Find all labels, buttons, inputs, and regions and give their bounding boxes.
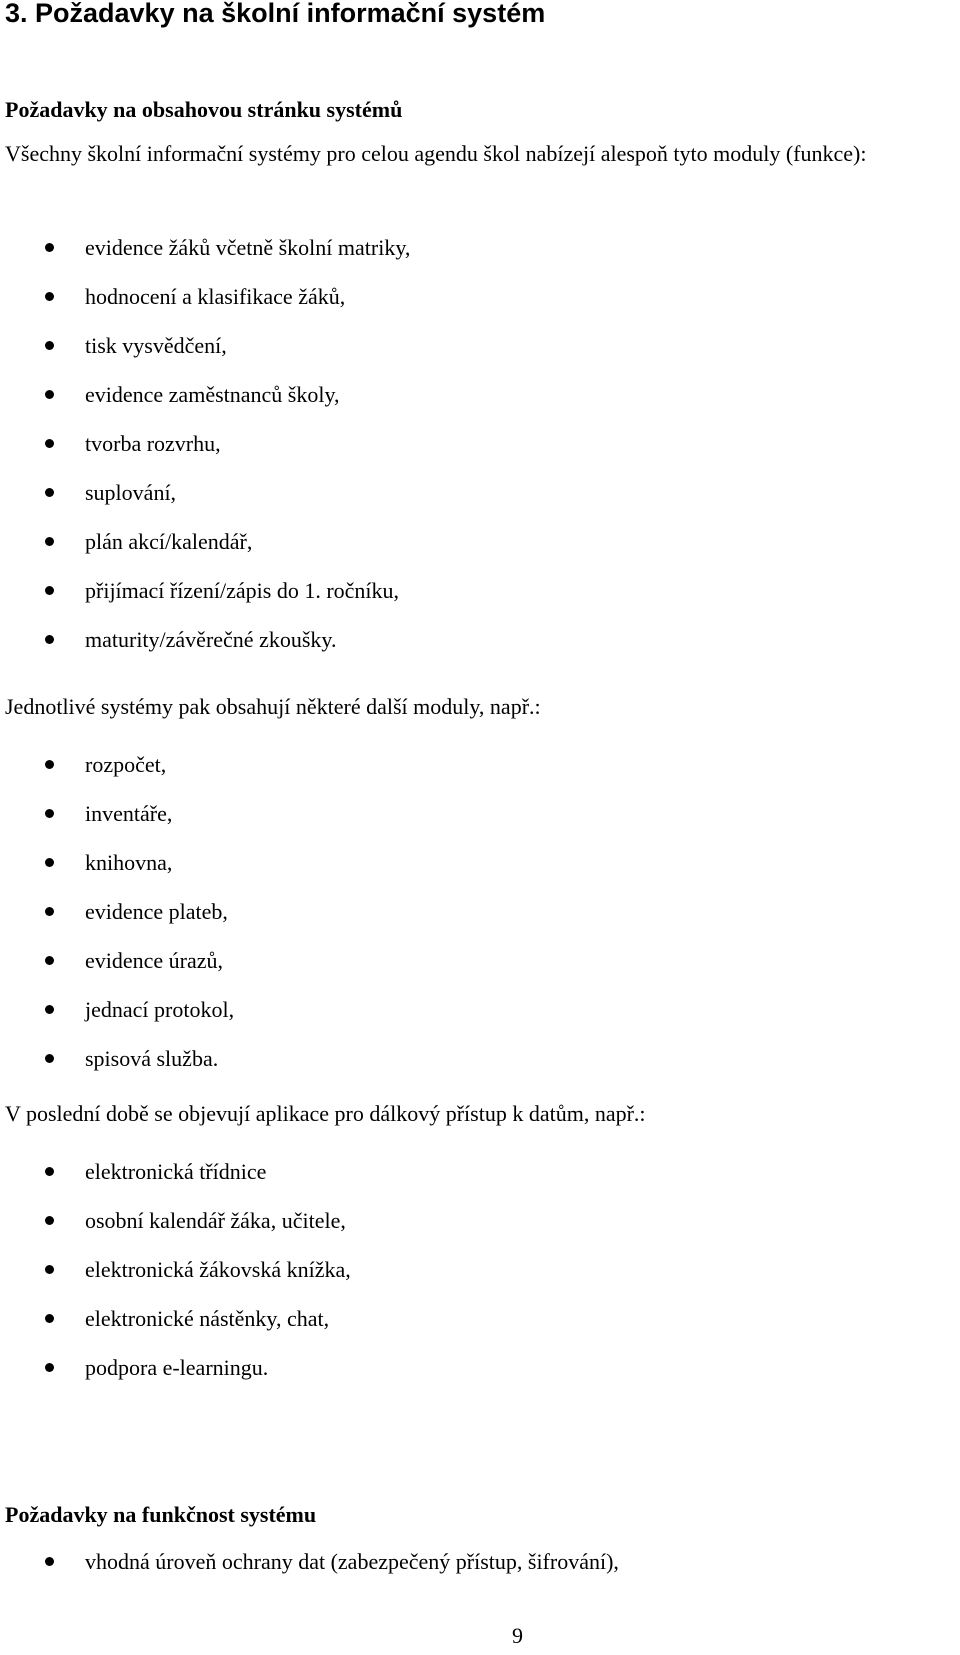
bullet-icon [45, 635, 54, 644]
list-item-text: elektronické nástěnky, chat, [85, 1306, 330, 1331]
list-item-text: spisová služba. [85, 1046, 219, 1071]
bullet-icon [45, 1005, 54, 1014]
list-item [0, 370, 410, 419]
core-modules-list [0, 223, 410, 664]
list-item [0, 419, 410, 468]
bullet-icon [45, 1314, 54, 1323]
bullet-icon [45, 1265, 54, 1274]
bullet-icon [45, 390, 54, 399]
bullet-icon [45, 1167, 54, 1176]
bullet-icon [45, 1363, 54, 1372]
list-item [0, 936, 234, 985]
list-item [0, 1294, 351, 1343]
list-item [0, 1343, 351, 1392]
list-item [0, 789, 234, 838]
additional-modules-list [0, 740, 234, 1083]
bullet-icon [45, 537, 54, 546]
section1-intro: Všechny školní informační systémy pro celou agendu škol nabízejí alespoň tyto moduly (funkce): [5, 141, 867, 166]
list-item-text: evidence úrazů, [85, 948, 224, 973]
list-item [0, 272, 410, 321]
list-item-text: elektronická třídnice [85, 1159, 267, 1184]
list-item [0, 321, 410, 370]
list-item-text: knihovna, [85, 850, 173, 875]
bullet-icon [45, 1557, 54, 1566]
list-item [0, 740, 234, 789]
bullet-icon [45, 488, 54, 497]
page-number: 9 [512, 1623, 523, 1648]
list-item-text: jednací protokol, [85, 997, 235, 1022]
list-item-text: inventáře, [85, 801, 173, 826]
list-item [0, 517, 410, 566]
list-item [0, 566, 410, 615]
list-item-text: podpora e-learningu. [85, 1355, 269, 1380]
section-heading-content: Požadavky na obsahovou stránku systémů [5, 97, 403, 122]
bullet-icon [45, 586, 54, 595]
list-item-text: evidence plateb, [85, 899, 228, 924]
list-item-text: maturity/závěrečné zkoušky. [85, 627, 337, 652]
bullet-icon [45, 1054, 54, 1063]
list-item-text: evidence žáků včetně školní matriky, [85, 235, 411, 260]
list-item-text: přijímací řízení/zápis do 1. ročníku, [85, 578, 400, 603]
list-item-text: hodnocení a klasifikace žáků, [85, 284, 346, 309]
bullet-icon [45, 858, 54, 867]
list-item-text: plán akcí/kalendář, [85, 529, 253, 554]
list-item [0, 1245, 351, 1294]
list-item-text: suplování, [85, 480, 177, 505]
bullet-icon [45, 292, 54, 301]
bullet-icon [45, 1216, 54, 1225]
list-item [0, 1537, 619, 1586]
chapter-title: 3. Požadavky na školní informační systém [5, 0, 546, 28]
list-item [0, 468, 410, 517]
list-item-text: tisk vysvědčení, [85, 333, 227, 358]
list-item-text: vhodná úroveň ochrany dat (zabezpečený přístup, šifrování), [85, 1549, 619, 1574]
list-item [0, 887, 234, 936]
list-item [0, 985, 234, 1034]
list-item-text: rozpočet, [85, 752, 167, 777]
bullet-icon [45, 243, 54, 252]
list-item [0, 1196, 351, 1245]
list-item [0, 223, 410, 272]
bullet-icon [45, 439, 54, 448]
list-item [0, 1147, 351, 1196]
bullet-icon [45, 956, 54, 965]
section-heading-functionality: Požadavky na funkčnost systému [5, 1502, 317, 1527]
list-item-text: osobní kalendář žáka, učitele, [85, 1208, 346, 1233]
list-item [0, 1034, 234, 1083]
bullet-icon [45, 341, 54, 350]
remote-access-list [0, 1147, 351, 1392]
section2-intro: Jednotlivé systémy pak obsahují některé další moduly, např.: [5, 694, 541, 719]
bullet-icon [45, 809, 54, 818]
functionality-list [0, 1537, 619, 1586]
section3-intro: V poslední době se objevují aplikace pro dálkový přístup k datům, např.: [5, 1101, 646, 1126]
list-item-text: tvorba rozvrhu, [85, 431, 221, 456]
bullet-icon [45, 907, 54, 916]
list-item [0, 615, 410, 664]
list-item [0, 838, 234, 887]
list-item-text: evidence zaměstnanců školy, [85, 382, 340, 407]
bullet-icon [45, 760, 54, 769]
list-item-text: elektronická žákovská knížka, [85, 1257, 351, 1282]
